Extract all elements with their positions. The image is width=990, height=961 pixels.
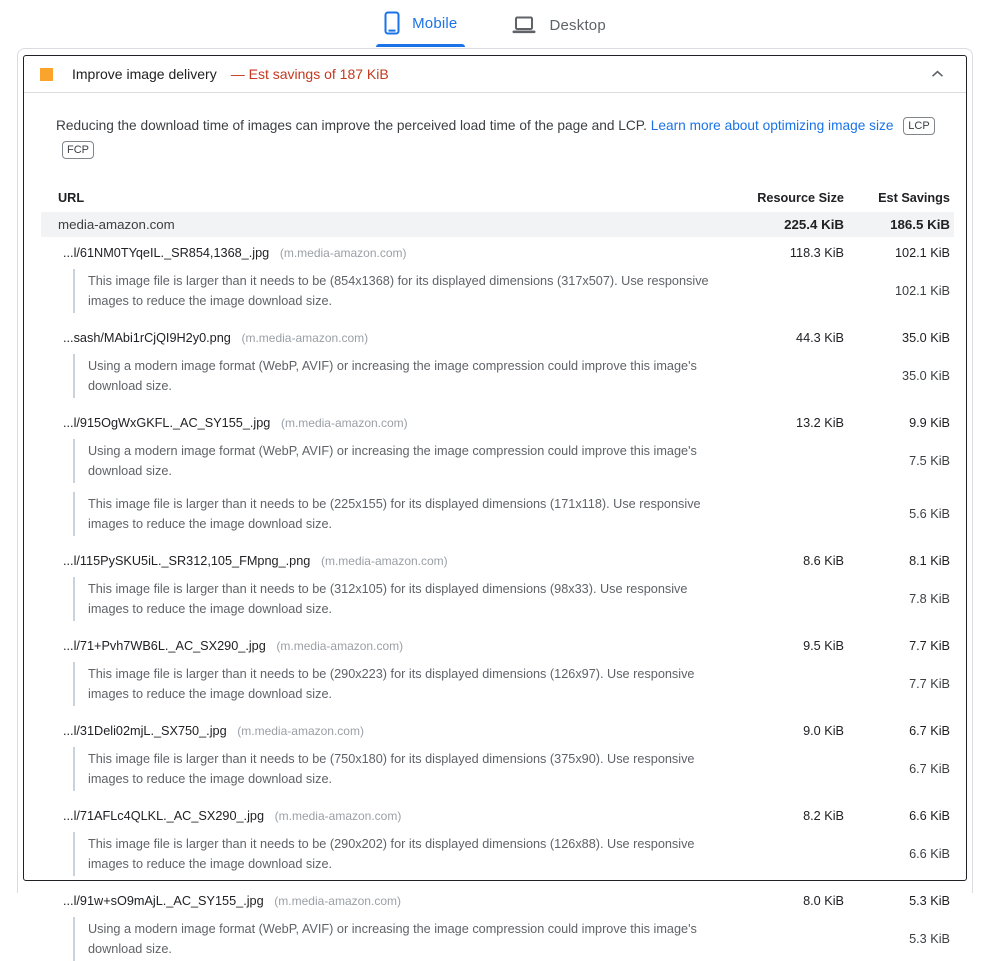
detail-text: This image file is larger than it needs to be (290x202) for its displayed dimensions (126x88). Use responsive images to reduce the image download size.	[88, 837, 695, 871]
url-path: ...l/71AFLc4QLKL._AC_SX290_.jpg	[63, 809, 265, 823]
resource-size-value: 8.0 KiB	[803, 893, 844, 908]
origin-group-row	[41, 212, 954, 237]
est-savings-value: 9.9 KiB	[909, 415, 950, 430]
url-origin: (m.media-amazon.com)	[237, 724, 364, 738]
url-origin: (m.media-amazon.com)	[320, 554, 448, 568]
resource-size-value: 9.5 KiB	[803, 638, 844, 653]
audit-header[interactable]	[24, 56, 966, 93]
audit-card-improve-image-delivery	[23, 55, 967, 956]
resource-size-value: 9.0 KiB	[803, 723, 844, 738]
tab-mobile-label: Mobile	[412, 14, 458, 32]
audit-detail-row	[41, 832, 954, 876]
column-header-resource-size: Resource Size	[757, 191, 844, 205]
detail-savings-value: 5.3 KiB	[909, 932, 950, 946]
url-path: ...l/71+Pvh7WB6L._AC_SX290_.jpg	[63, 639, 266, 653]
detail-savings-value: 7.5 KiB	[909, 454, 950, 468]
audit-description	[56, 114, 944, 162]
column-header-url: URL	[58, 191, 85, 205]
table-row	[41, 800, 954, 829]
url-path: ...sash/MAbi1rCjQI9H2y0.png	[63, 331, 231, 345]
detail-savings-value: 5.6 KiB	[909, 507, 950, 521]
device-tabs	[0, 0, 990, 47]
detail-cell	[73, 832, 724, 876]
url-path: ...l/915OgWxGKFL._AC_SY155_.jpg	[63, 416, 271, 430]
url-path: ...l/61NM0TYqeIL._SR854,1368_.jpg	[63, 246, 270, 260]
laptop-icon	[511, 15, 537, 35]
audit-detail-row	[41, 492, 954, 536]
severity-average-icon	[40, 68, 53, 81]
table-row	[41, 630, 954, 659]
tab-desktop-label: Desktop	[549, 16, 606, 34]
detail-text: Using a modern image format (WebP, AVIF) or increasing the image compression could improve this image's download size.	[88, 922, 697, 956]
url-cell	[41, 638, 724, 653]
report-panel	[17, 48, 973, 956]
detail-savings-value: 7.8 KiB	[909, 592, 950, 606]
detail-savings-value: 102.1 KiB	[894, 284, 950, 298]
url-origin: (m.media-amazon.com)	[274, 894, 401, 908]
detail-savings-value: 35.0 KiB	[902, 369, 950, 383]
url-path: ...l/31Deli02mjL._SX750_.jpg	[63, 724, 227, 738]
detail-cell	[73, 662, 724, 706]
audit-savings-summary: — Est savings of 187 KiB	[230, 66, 389, 82]
url-cell	[41, 553, 724, 568]
detail-text: This image file is larger than it needs to be (290x223) for its displayed dimensions (126x97). Use responsive images to reduce the image download size.	[88, 667, 695, 701]
est-savings-value: 35.0 KiB	[902, 330, 950, 345]
url-cell	[41, 723, 724, 738]
learn-more-link[interactable]: Learn more about optimizing image size	[650, 118, 894, 133]
audit-detail-row	[41, 917, 954, 961]
url-cell	[41, 808, 724, 823]
table-row	[41, 545, 954, 574]
audit-detail-row	[41, 662, 954, 706]
audit-body	[24, 114, 966, 961]
table-header-row	[41, 186, 954, 212]
est-savings-value: 6.6 KiB	[909, 808, 950, 823]
detail-text: Using a modern image format (WebP, AVIF) or increasing the image compression could improve this image's download size.	[88, 359, 697, 393]
origin-group-resource-size: 225.4 KiB	[784, 217, 844, 232]
table-row	[41, 715, 954, 744]
detail-cell	[73, 439, 724, 483]
table-row	[41, 407, 954, 436]
detail-savings-value: 6.6 KiB	[909, 847, 950, 861]
url-path: ...l/115PySKU5iL._SR312,105_FMpng_.png	[63, 554, 311, 568]
detail-cell	[73, 577, 724, 621]
audit-detail-row	[41, 354, 954, 398]
est-savings-value: 7.7 KiB	[909, 638, 950, 653]
est-savings-value: 102.1 KiB	[894, 245, 950, 260]
audit-detail-row	[41, 747, 954, 791]
url-cell	[41, 893, 724, 908]
url-cell	[41, 415, 724, 430]
detail-savings-value: 6.7 KiB	[909, 762, 950, 776]
url-path: ...l/91w+sO9mAjL._AC_SY155_.jpg	[63, 894, 264, 908]
url-origin: (m.media-amazon.com)	[279, 246, 407, 260]
resource-size-value: 44.3 KiB	[796, 330, 844, 345]
url-cell	[41, 245, 724, 260]
audit-title: Improve image delivery	[72, 66, 217, 82]
detail-cell	[73, 269, 724, 313]
column-header-est-savings: Est Savings	[878, 191, 950, 205]
est-savings-value: 6.7 KiB	[909, 723, 950, 738]
origin-group-label: media-amazon.com	[58, 217, 175, 232]
audit-detail-row	[41, 269, 954, 313]
detail-cell	[73, 917, 724, 961]
audit-detail-row	[41, 439, 954, 483]
table-row	[41, 322, 954, 351]
resource-size-value: 118.3 KiB	[789, 245, 844, 260]
detail-text: This image file is larger than it needs to be (750x180) for its displayed dimensions (375x90). Use responsive images to reduce the image download size.	[88, 752, 695, 786]
table-row	[41, 885, 954, 914]
url-origin: (m.media-amazon.com)	[274, 809, 402, 823]
description-text: Reducing the download time of images can improve the perceived load time of the page and LCP.	[56, 118, 647, 133]
smartphone-icon	[384, 11, 400, 35]
resource-size-value: 8.6 KiB	[803, 553, 844, 568]
url-origin: (m.media-amazon.com)	[280, 416, 408, 430]
detail-savings-value: 7.7 KiB	[909, 677, 950, 691]
url-table	[41, 186, 954, 961]
fcp-chip: FCP	[62, 141, 94, 159]
est-savings-value: 8.1 KiB	[909, 553, 950, 568]
url-origin: (m.media-amazon.com)	[241, 331, 369, 345]
detail-text: This image file is larger than it needs to be (312x105) for its displayed dimensions (98x33). Use responsive images to reduce the image download size.	[88, 582, 688, 616]
detail-cell	[73, 354, 724, 398]
detail-cell	[73, 492, 724, 536]
chevron-up-icon[interactable]	[925, 66, 950, 82]
detail-text: This image file is larger than it needs to be (854x1368) for its displayed dimensions (317x507). Use responsive images to reduce the image download size.	[88, 274, 709, 308]
lcp-chip: LCP	[903, 117, 934, 135]
origin-group-est-savings: 186.5 KiB	[890, 217, 950, 232]
tab-mobile[interactable]	[380, 1, 461, 47]
table-rows	[41, 237, 954, 961]
tab-desktop[interactable]	[507, 5, 609, 47]
url-cell	[41, 330, 724, 345]
detail-text: Using a modern image format (WebP, AVIF) or increasing the image compression could improve this image's download size.	[88, 444, 697, 478]
resource-size-value: 13.2 KiB	[796, 415, 844, 430]
audit-detail-row	[41, 577, 954, 621]
url-origin: (m.media-amazon.com)	[276, 639, 404, 653]
detail-text: This image file is larger than it needs to be (225x155) for its displayed dimensions (171x118). Use responsive images to reduce the image download size.	[88, 497, 701, 531]
table-row	[41, 237, 954, 266]
resource-size-value: 8.2 KiB	[803, 808, 844, 823]
est-savings-value: 5.3 KiB	[909, 893, 950, 908]
detail-cell	[73, 747, 724, 791]
